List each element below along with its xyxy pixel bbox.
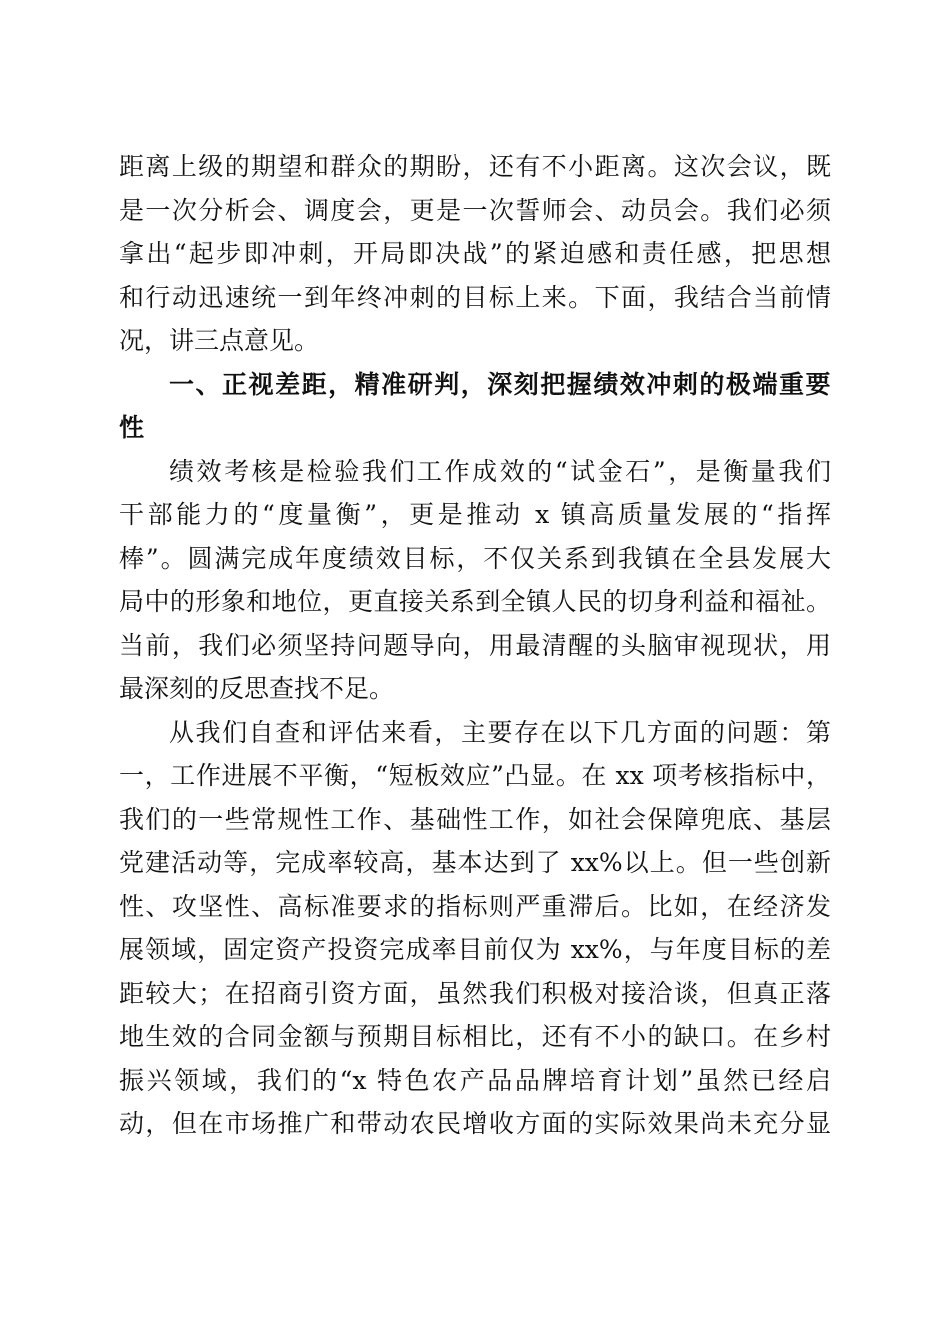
section-heading: [119, 363, 831, 450]
text-line: 是一次分析会、调度会，更是一次誓师会、动员会。我们必须: [119, 195, 831, 225]
text-line: 党建活动等，完成率较高，基本达到了 xx%以上。但一些创新: [119, 848, 831, 877]
heading-line: 一、正视差距，精准研判，深刻把握绩效冲刺的极端重要: [169, 369, 831, 399]
intro-paragraph: [119, 145, 831, 363]
text-line: 棒”。圆满完成年度绩效目标，不仅关系到我镇在全县发展大: [119, 543, 831, 573]
text-line: 地生效的合同金额与预期目标相比，还有不小的缺口。在乡村: [119, 1022, 831, 1051]
text-line: 性、攻坚性、高标准要求的指标则严重滞后。比如，在经济发: [119, 891, 831, 921]
text-line: 当前，我们必须坚持问题导向，用最清醒的头脑审视现状，用: [119, 630, 831, 660]
text-line: 距离上级的期望和群众的期盼，还有不小距离。这次会议，既: [119, 152, 831, 181]
text-line: 一，工作进展不平衡，“短板效应”凸显。在 xx 项考核指标中，: [119, 761, 831, 790]
text-line: 振兴领域，我们的“x 特色农产品品牌培育计划”虽然已经启: [119, 1065, 831, 1095]
paragraph-2: [119, 711, 831, 1146]
document-body: [119, 145, 831, 1146]
heading-line: 性: [119, 413, 145, 442]
text-line: 况，讲三点意见。: [119, 326, 320, 355]
text-line: 展领域，固定资产投资完成率目前仅为 xx%，与年度目标的差: [119, 935, 831, 964]
text-line: 从我们自查和评估来看，主要存在以下几方面的问题：第: [169, 717, 831, 747]
text-line: 动，但在市场推广和带动农民增收方面的实际效果尚未充分显: [119, 1109, 831, 1138]
text-line: 我们的一些常规性工作、基础性工作，如社会保障兜底、基层: [119, 804, 831, 834]
text-line: 距较大；在招商引资方面，虽然我们积极对接洽谈，但真正落: [119, 978, 831, 1008]
text-line: 干部能力的“度量衡”，更是推动 x 镇高质量发展的“指挥: [119, 500, 831, 529]
text-line: 局中的形象和地位，更直接关系到全镇人民的切身利益和福祉。: [119, 587, 831, 616]
text-line: 和行动迅速统一到年终冲刺的目标上来。下面，我结合当前情: [119, 282, 831, 312]
text-line: 最深刻的反思查找不足。: [119, 674, 395, 703]
text-line: 绩效考核是检验我们工作成效的“试金石”，是衡量我们: [169, 456, 831, 486]
text-line: 拿出“起步即冲刺，开局即决战”的紧迫感和责任感，把思想: [119, 239, 831, 268]
paragraph-1: [119, 450, 831, 711]
